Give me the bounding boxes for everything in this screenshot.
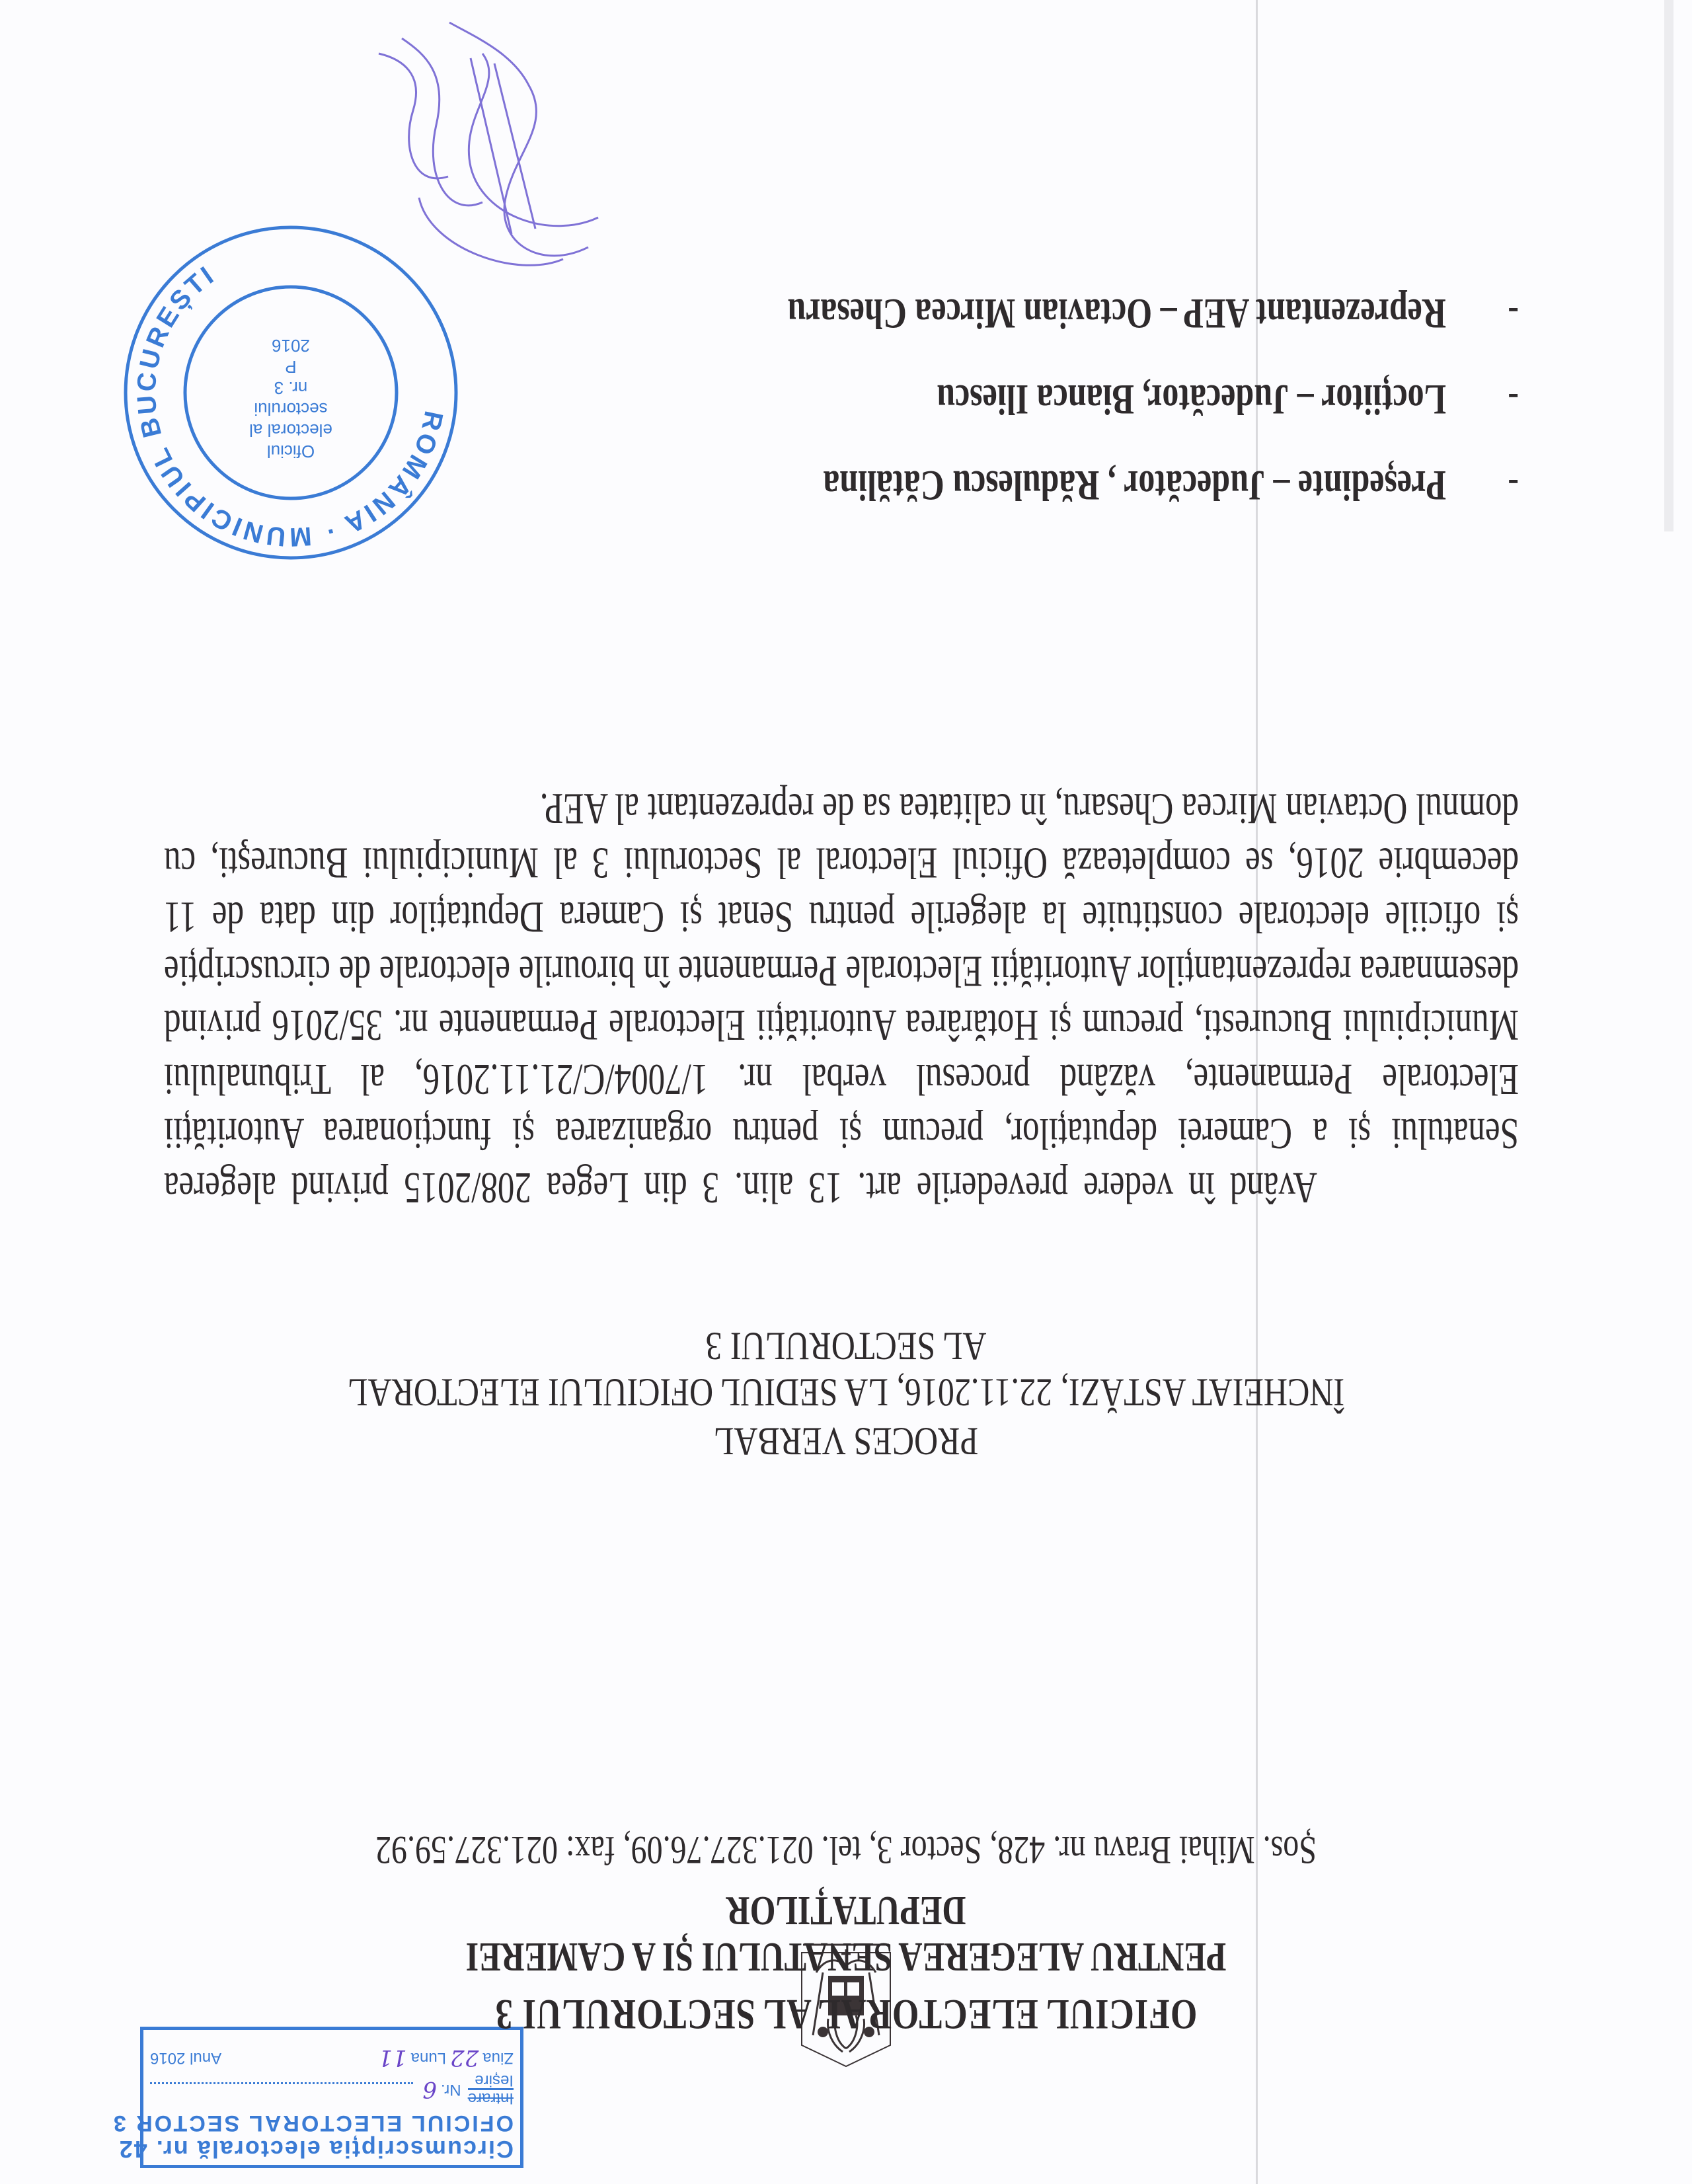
stamp-luna-value: 11 [378, 2045, 407, 2071]
stamp-number-row [150, 2072, 514, 2107]
office-title: OFICIUL ELECTORAL AL SECTORULUI 3 [494, 1990, 1198, 2038]
signatory-text: Reprezentant AEP – Octavian Mircea Chesaru [787, 290, 1446, 338]
stamp-inner-line1: Oficiul [266, 442, 315, 461]
document-title: PROCES VERBAL [713, 1419, 979, 1464]
office-address: Șos. Mihai Bravu nr. 428, Sector 3, tel. 021.327.76.09, fax: 021.327.59.92 [375, 1828, 1317, 1872]
stamp-inner-line5: P [285, 357, 297, 377]
stamp-inner-line6: 2016 [272, 336, 310, 356]
stamp-nr-label: Nr. [440, 2081, 461, 2099]
stamp-iesire-label: Ieșire [468, 2073, 514, 2091]
stamp-intrare-label: Intrare [467, 2089, 514, 2108]
document-body: Având în vedere prevederile art. 13 alin. 3 din Legea 208/2015 privind alegerea Senatului și a Camerei deputaților, precum și pentru organizarea și funcționarea Autorității Electorale Permanente, văzând procesul verbal nr. 1/7004/C/21.11.2016, al Tribunalului Municipiului Bucuresti, precum și Hotărârea Autorității Electorale Permanente nr. 35/2016 privind desemnarea reprezentanților Autorității Electorale Permanente în birourile electorale de circuscripție și oficiile electorale constituite la alegerile pentru Senat și Camera Deputaților din data de 11 decembrie 2016, se completează Oficiul Electoral al Sectorului 3 al Municipiului Bucureşti, cu domnul Octavian Mircea Chesaru, în calitatea sa de reprezentant al AEP. [164, 784, 1519, 1212]
stamp-luna-label: Luna [410, 2049, 447, 2067]
stamp-outer-text: ROMÂNIA · MUNICIPIUL BUCUREȘTI [132, 259, 449, 552]
registration-stamp [111, 2027, 523, 2168]
signatory-text: Locțiitor – Judecător, Bianca Iliescu [937, 375, 1446, 424]
stamp-direction [468, 2073, 514, 2107]
stamp-circumscription: Circumscripția electorală nr. 42 [118, 2136, 514, 2163]
office-subtitle-line2: DEPUTAȚILOR [726, 1888, 966, 1934]
signatory-aep-representative [686, 228, 1519, 340]
signatories-list [686, 254, 1519, 512]
stamp-ziua-value: 22 [450, 2045, 479, 2071]
stamp-inner-line4: nr. 3 [274, 378, 308, 398]
stamp-inner-line3: sectorului [254, 399, 328, 419]
document-heading-line1: ÎNCHEIAT ASTĂZI, 22.11.2016, LA SEDIUL OFICIULUI ELECTORAL [347, 1370, 1345, 1415]
office-subtitle-line1: PENTRU ALEGEREA SENATULUI ȘI A CAMEREI [465, 1934, 1227, 1980]
document-heading-line2: AL SECTORULUI 3 [705, 1324, 987, 1369]
stamp-dotted-line [150, 2083, 413, 2097]
handwritten-signature [344, 16, 621, 280]
stamp-ziua-label: Ziua [482, 2049, 514, 2067]
stamp-inner-line2: electoral al [249, 420, 332, 440]
stamp-anul-label: Anul 2016 [150, 2049, 222, 2067]
signatory-text: Președinte – Judecător , Rădulescu Cătălina [823, 461, 1446, 510]
scan-edge [1664, 0, 1673, 531]
stamp-nr-value: 6 [422, 2076, 437, 2103]
list-dash: - [1508, 461, 1519, 510]
list-dash: - [1508, 290, 1519, 338]
stamp-office: OFICIUL ELECTORAL SECTOR 3 [111, 2111, 514, 2136]
stamp-date-row [150, 2045, 514, 2071]
list-dash: - [1508, 375, 1519, 424]
